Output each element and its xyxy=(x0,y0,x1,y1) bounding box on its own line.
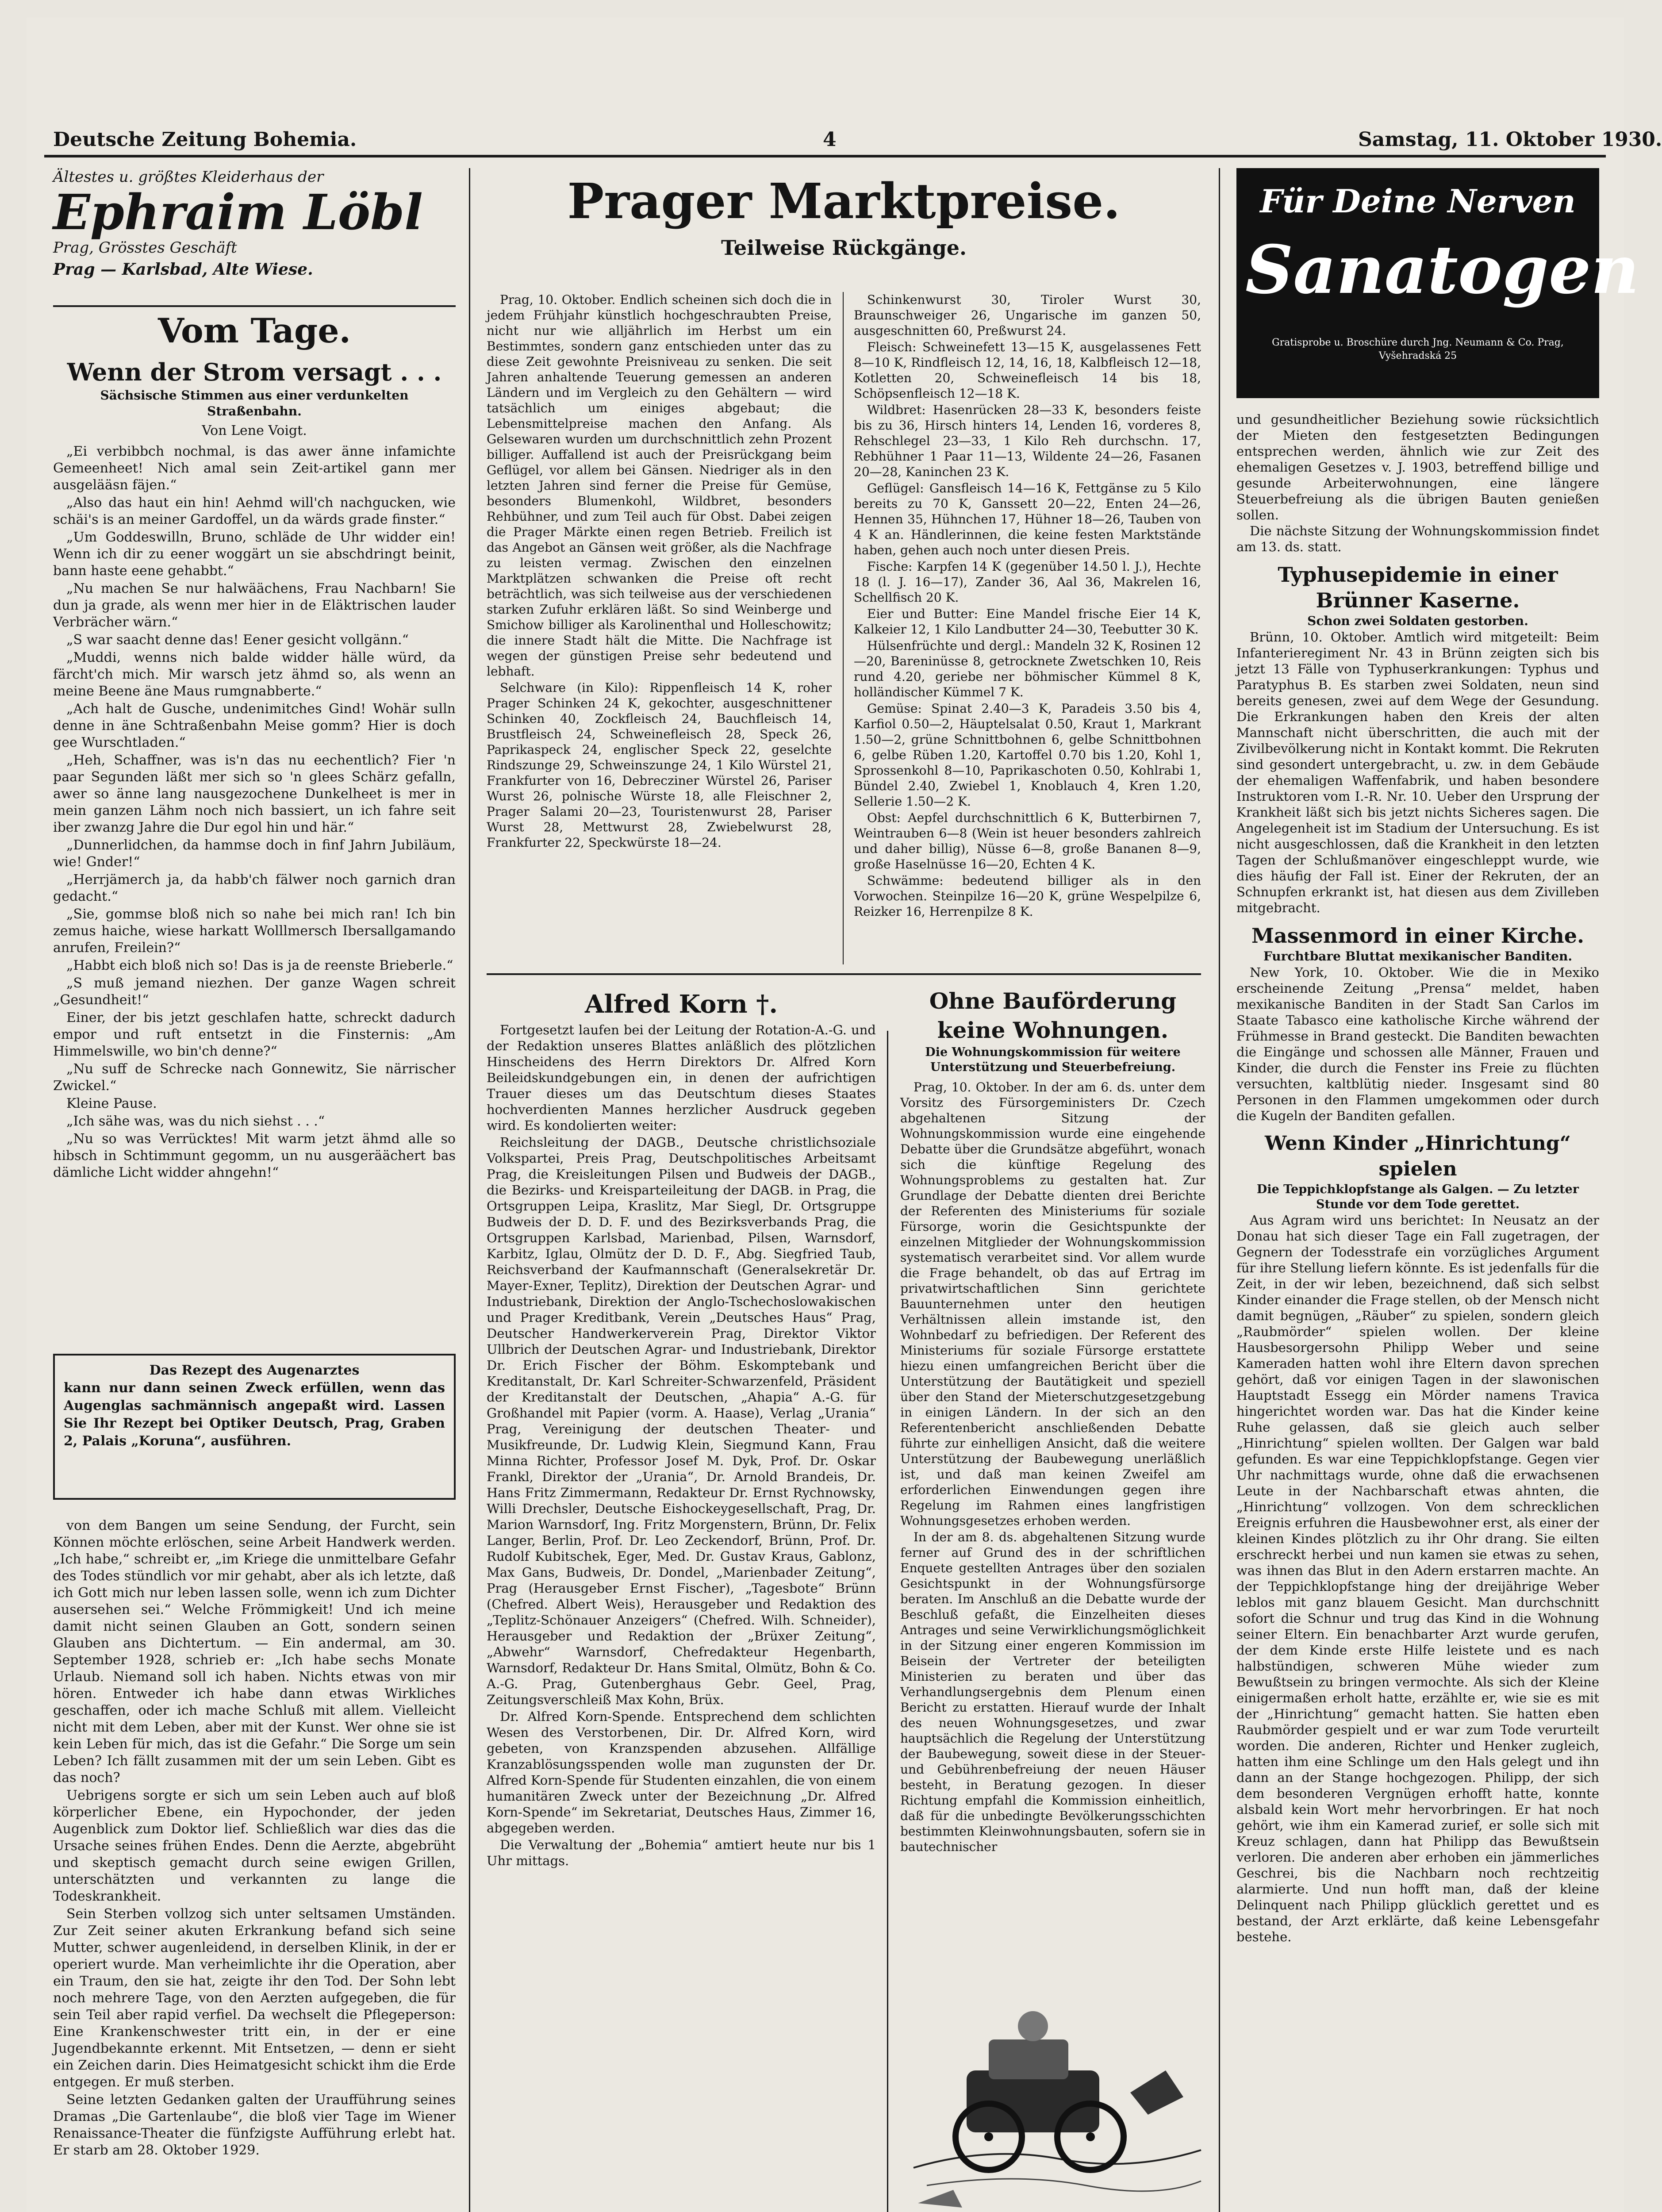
article-subtitle-strom: Sächsische Stimmen aus einer verdunkelten Straßenbahn. xyxy=(100,388,409,419)
article-bau xyxy=(900,987,1205,1916)
masthead-date: Samstag, 11. Oktober 1930. xyxy=(1358,128,1662,151)
ad-rezept-title: Das Rezept des Augenarztes xyxy=(149,1363,360,1378)
article-title-typhus: Typhusepidemie in einer Brünner Kaserne. xyxy=(1278,563,1558,612)
paragraph: Hülsenfrüchte und dergl.: Mandeln 32 K, Rosinen 12—20, Bareninüsse 8, getrocknete Zwetschken 10, Reis rund 4.20, geriebe ner böhmischer Kümmel 8 K, holländischer Kümmel 7 K. xyxy=(854,638,1201,699)
paragraph: „S muß jemand niezhen. Der ganze Wagen schreit „Gesundheit!“ xyxy=(53,975,456,1008)
article-body-korn xyxy=(487,1022,876,1869)
header-rule xyxy=(44,155,1606,157)
paragraph: Wildbret: Hasenrücken 28—33 K, besonders feiste bis zu 36, Hirsch hinters 14, Lenden 16, vorderes 8, Rehschlegel 23—33, 1 Kilo Reh durchschn. 17, Rebhühner 1 Paar 11—13, Wildente 24—26, Fasanen 20—28, Kaninchen 23 K. xyxy=(854,403,1201,479)
paragraph: Fortgesetzt laufen bei der Leitung der Rotation-A.-G. und der Redaktion unseres Blattes anläßlich des plötzlichen Hinscheidens des Herrn Direktors Dr. Alfred Korn Beileidskundgebungen ein, in denen der aufrichtigen Trauer dieses um das Deutschtum dieses Staates hochverdienten Mannes herzlicher Ausdruck gegeben wird. Es kondolierten weiter: xyxy=(487,1022,876,1133)
article-vom-tage xyxy=(53,310,456,1336)
column-rule-2 xyxy=(887,1031,888,2212)
article-korn xyxy=(487,987,876,2212)
paragraph: Seine letzten Gedanken galten der Uraufführung seines Dramas „Die Gartenlaube“, die bloß vier Tage im Wiener Renaissance-Theater die fünfzigste Aufführung erlebt hat. Er starb am 28. Oktober 1929. xyxy=(53,2092,456,2158)
paragraph: „Nu suff de Schrecke nach Gonnewitz, Sie närrischer Zwickel.“ xyxy=(53,1061,456,1094)
paragraph: Dr. Alfred Korn-Spende. Entsprechend dem schlichten Wesen des Verstorbenen, Dir. Dr. Alfred Korn, wird gebeten, von Kranzspenden abzusehen. Allfällige Kranzablösungsspenden wolle man zugunsten der Dr. Alfred Korn-Spende für Studenten einzahlen, die von einem humanitären Zweck unter der Bezeichnung „Dr. Alfred Korn-Spende“ im Sekretariat, Deutsches Haus, Zimmer 16, abgegeben werden. xyxy=(487,1709,876,1836)
paragraph: Sein Sterben vollzog sich unter seltsamen Umständen. Zur Zeit seiner akuten Erkrankung befand sich seine Mutter, schwer augenleidend, in derselben Klinik, in der er operiert wurde. Man verheimlichte ihr die Operation, aber ein Traum, den sie hat, zeigte ihr den Tod. Der Sohn lebt noch mehrere Tage, von den Aerzten aufgegeben, die für sein Teil aber rapid verfiel. Da wechselt die Pflegeperson: Eine Krankenschwester tritt ein, in der er eine Jugendbekannte erkennt. Mit Entsetzen, — denn er sieht ein Zeichen darin. Dies Heimatgesicht schickt ihm die Erde entgegen. Er muß sterben. xyxy=(53,1906,456,2090)
ad-loebl xyxy=(53,168,456,301)
article-title-bau: Ohne Bauförderung keine Wohnungen. xyxy=(929,988,1177,1043)
article-subtitle-typhus: Schon zwei Soldaten gestorben. xyxy=(1307,614,1528,628)
marktpreise-col-2 xyxy=(854,292,1201,964)
paragraph: „S war saacht denne das! Eener gesicht vollgänn.“ xyxy=(66,632,409,648)
bau-continued: und gesundheitlicher Beziehung sowie rücksichtlich der Mieten den festgesetzten Bedingungen entsprechen werden, ähnlich wie zur Zeit des ehemaligen Gesetzes v. J. 1903, betreffend billige und gesunde Arbeiterwohnungen, eine längere Steuerbefreiung als die übrigen Bauten genießen sollen. xyxy=(1236,412,1599,522)
paragraph: „Sie, gommse bloß nich so nahe bei mich ran! Ich bin zemus haiche, wiese harkatt Wolllmersch Ibersallgamando anrufen, Freilein?“ xyxy=(53,906,456,956)
paragraph: Fische: Karpfen 14 K (gegenüber 14.50 l. J.), Hechte 18 (l. J. 16—17), Zander 36, Aal 36, Makrelen 16, Schellfisch 20 K. xyxy=(854,559,1201,605)
ad-loebl-line3: Prag, Grösstes Geschäft xyxy=(53,239,237,257)
bau-next-session: Die nächste Sitzung der Wohnungskommission findet am 13. ds. statt. xyxy=(1236,523,1599,554)
article-title-korn: Alfred Korn †. xyxy=(585,990,778,1019)
paragraph: „Habbt eich bloß nich so! Das is ja de reenste Brieberle.“ xyxy=(66,958,453,973)
section-heading-vom-tage: Vom Tage. xyxy=(157,311,351,350)
paragraph: „Also das haut ein hin! Aehmd will'ch nachgucken, wie schäi's is an meiner Gardoffel, un da wärds grade finster.“ xyxy=(53,495,456,527)
ad-rezept-box xyxy=(53,1354,456,1500)
page-number: 4 xyxy=(823,128,837,151)
column-rule-3 xyxy=(1219,168,1220,2212)
paragraph: „Nu machen Se nur halwäächens, Frau Nachbarn! Sie dun ja grade, als wenn mer hier in de Eläktrischen lauder Verbrächer wärn.“ xyxy=(53,581,456,630)
paragraph: „Muddi, wenns nich balde widder hälle würd, da färcht'ch mich. Mir warsch jetz ähmd so, als wenn an meine Beene äne Maus rumgnabberte.“ xyxy=(53,650,456,699)
ad-sanatogen-footer: Gratisprobe u. Broschüre durch Jng. Neumann & Co. Prag, Vyšehradská 25 xyxy=(1272,337,1564,361)
paragraph: „Dunnerlidchen, da hammse doch in finf Jahrn Jubiläum, wie! Gnder!“ xyxy=(53,837,456,870)
paragraph: „Um Goddeswilln, Bruno, schläde de Uhr widder ein! Wenn ich dir zu eener woggärt un sie abschdringt beinit, bann haste eene gehabbt.“ xyxy=(53,530,456,579)
paragraph: Prag, 10. Oktober. In der am 6. ds. unter dem Vorsitz des Fürsorgeministers Dr. Czech abgehaltenen Sitzung der Wohnungskommission wurde eine eingehende Debatte über die Grundsätze abgeführt, wonach sich die künftige Regelung des Wohnungsproblems zu gestalten hat. Zur Grundlage der Debatte dienten drei Berichte der Referenten des Ministeriums für soziale Fürsorge, worin die Gesichtspunkte der einzelnen Mitglieder der Wohnungskommission systematisch verarbeitet sind. Vor allem wurde die Frage behandelt, ob das auf Ertrag im privatwirtschaftlichen Sinn gerichtete Bauunternehmen unter den heutigen Verhältnissen allein imstande ist, den Wohnbedarf zu befriedigen. Der Referent des Ministeriums für soziale Fürsorge erstattete hiezu einen umfangreichen Bericht über die Unterstützung der Bautätigkeit und speziell über den Stand der Mieterschutzgesetzgebung in einigen Ländern. In der sich an den Referentenbericht anschließenden Debatte führte zur einhelligen Ansicht, daß die weitere Unterstützung der Baubewegung unerläßlich ist, und daß man keinen Zweifel am erforderlichen Einwendungen gegen ihre Regelung im Rahmen eines langfristigen Wohnungsgesetzes erhoben werden. xyxy=(900,1080,1205,1528)
paragraph: Geflügel: Gansfleisch 14—16 K, Fettgänse zu 5 Kilo bereits zu 70 K, Ganssett 20—22, Enten 24—26, Hennen 35, Hühnchen 17, Hühner 18—26, Tauben von 4 K an. Händlerinnen, die keine festen Marktstände haben, gehen auch noch unter diesen Preis. xyxy=(854,481,1201,557)
paragraph: Schwämme: bedeutend billiger als in den Vorwochen. Steinpilze 16—20 K, grüne Wespelpilze 6, Reizker 16, Herrenpilze 8 K. xyxy=(854,873,1201,919)
ad-sanatogen-line1: Für Deine Nerven xyxy=(1260,182,1576,220)
paragraph: „Herrjämerch ja, da habb'ch fälwer noch garnich dran gedacht.“ xyxy=(53,872,456,904)
paragraph: Obst: Aepfel durchschnittlich 6 K, Butterbirnen 7, Weintrauben 6—8 (Wein ist heuer besonders zahlreich und daher billig), Nüsse 6—8, große Bananen 8—9, große Haselnüsse 16—20, Echten 4 K. xyxy=(854,810,1201,872)
masthead-left: Deutsche Zeitung Bohemia. xyxy=(53,128,357,151)
article-subtitle-marktpreise: Teilweise Rückgänge. xyxy=(721,236,967,260)
paragraph: In der am 8. ds. abgehaltenen Sitzung wurde ferner auf Grund des in der schriftlichen Enquete gestellten Antrages über den sozialen Gesichtspunkt in der Wohnungsfürsorge beraten. Im Anschluß an die Debatte wurde der Beschluß gefaßt, die Einzelheiten dieses Antrages und seine Verwirklichungsmöglichkeit in der Sitzung einer engeren Kommission im Beisein der Vertreter der beteiligten Ministerien zu beraten und über das Verhandlungsergebnis dem Plenum einen Bericht zu erstatten. Hierauf wurde der Inhalt des neuen Wohnungsgesetzes, und zwar hauptsächlich die Regelung der Unterstützung der Baubewegung, soweit diese in der Steuer- und Gebührenbefreiung der neuen Häuser besteht, in Beratung gezogen. In dieser Richtung empfahl die Kommission einheitlich, daß für die unbedingte Bevölkerungsschichten bestimmten Kleinwohnungsbauten, sofern sie in bautechnischer xyxy=(900,1530,1205,1854)
article-subtitle-massenmord: Furchtbare Bluttat mexikanischer Banditen. xyxy=(1263,949,1573,964)
paragraph: „Ach halt de Gusche, undenimitches Gind! Wohär sulln denne in äne Schtraßenbahn Meise gomm? Hier is doch gee Wurschtladen.“ xyxy=(53,701,456,750)
ad-sanatogen-brand: Sanatogen xyxy=(1245,231,1639,309)
ad-loebl-line1: Ältestes u. größtes Kleiderhaus der xyxy=(53,168,324,186)
marktpreise-col-rule xyxy=(843,292,844,964)
paragraph: Eier und Butter: Eine Mandel frische Eier 14 K, Kalkeier 12, 1 Kilo Landbutter 24—30, Teebutter 30 K. xyxy=(854,607,1201,637)
article-body-typhus: Brünn, 10. Oktober. Amtlich wird mitgeteilt: Beim Infanterieregiment Nr. 43 in Brünn zeigten sich bis jetzt 13 Fälle von Typhuserkrankungen: Typhus und Paratyphus B. Es starben zwei Soldaten, neun sind bereits genesen, zwei auf dem Wege der Gesundung. Die Erkrankungen haben den Kreis der alten Mannschaft nicht überschritten, die auch mit der Zivilbevölkerung nicht in Kontakt kommt. Die Rekruten sind gesondert untergebracht, u. zw. in dem Gebäude der ehemaligen Waffenfabrik, und haben besondere Instruktoren vom I.-R. Nr. 10. Ueber den Ursprung der Krankheit läßt sich bis jetzt nichts Sicheres sagen. Die Angelegenheit ist im Stadium der Untersuchung. Es ist nicht ausgeschlossen, daß die Krankheit in den letzten Tagen der Schlußmanöver eingeschleppt wurde, wie dies häufig der Fall ist. Einer der Rekruten, der an Schnupfen erkrankt ist, hat diesen aus dem Zivilleben mitgebracht. xyxy=(1236,630,1599,915)
cartoon-image xyxy=(900,1938,1205,2212)
column-rule-1 xyxy=(469,168,470,2212)
article-title-strom: Wenn der Strom versagt . . . xyxy=(67,358,442,386)
ad-loebl-rule xyxy=(53,305,456,307)
article-title-marktpreise: Prager Marktpreise. xyxy=(567,173,1121,230)
paragraph: Selchware (in Kilo): Rippenfleisch 14 K, roher Prager Schinken 24 K, gekochter, ausgeschnittener Schinken 40, Zockfleisch 24, Bauchfleisch 14, Brustfleisch 24, Schweinefleisch 28, Speck 26, Paprikaspeck 24, englischer Speck 22, geselchte Rindszunge 29, Schweinszunge 24, 1 Kilo Würstel 21, Frankfurter von 16, Debrecziner Würstel 26, Pariser Wurst 26, polnische Würste 18, alle Fleischner 2, Prager Salami 20—23, Touristenwurst 28, Pariser Wurst 28, Mettwurst 28, Zwiebelwurst 28, Frankfurter 22, Speckwürste 18—24. xyxy=(487,680,832,850)
ad-rezept-text: kann nur dann seinen Zweck erfüllen, wenn das Augenglas sachmännisch angepaßt wird. Lassen Sie Ihr Rezept bei Optiker Deutsch, Prag, Graben 2, Palais „Koruna“, ausführen. xyxy=(64,1380,445,1449)
paragraph: „Ich sähe was, was du nich siehst . . .“ xyxy=(66,1114,325,1129)
ad-sanatogen xyxy=(1236,168,1639,398)
paragraph: Reichsleitung der DAGB., Deutsche christlichsoziale Volkspartei, Preis Prag, Deutschpolitisches Arbeitsamt Prag, die Kreisleitungen Pilsen und Budweis der DAGB., die Bezirks- und Kreisparteileitung der DAGB. in Prag, die Ortsgruppen Leipa, Kraslitz, Mar Siegl, Dr. Ortsgruppe Budweis der D. D. F. und des Bezirksverbands Prag, die Ortsgruppen Karlsbad, Marienbad, Pilsen, Warnsdorf, Karbitz, Iglau, Olmütz der D. D. F., Abg. Siegfried Taub, Reichsverband der Kaufmannschaft (Generalsekretär Dr. Mayer-Exner, Teplitz), Direktion der Deutschen Agrar- und Industriebank, Direktion der Anglo-Tschechoslowakischen und Prager Kreditbank, Verein „Deutsches Haus“ Prag, Deutscher Handwerkerverein Prag, Direktor Viktor Ullbrich der Deutschen Agrar- und Industriebank, Direktor Dr. Erich Fischer der Böhm. Eskomptebank und Kreditanstalt, Dr. Karl Schreiter-Schwarzenfeld, Präsident der Kreditanstalt der Deutschen, „Ahapia“ A.-G. für Großhandel mit Papier (vorm. A. Haase), Verlag „Urania“ Prag, Vereinigung der deutschen Theater- und Musikfreunde, Dr. Ludwig Klein, Siegmund Kann, Frau Minna Richter, Professor Josef M. Dyk, Prof. Dr. Oskar Frankl, Direktor der „Urania“, Dr. Arnold Brandeis, Dr. Hans Fritz Zimmermann, Redakteur Dr. Ernst Rychnowsky, Willi Drechsler, Deutsche Eishockeygesellschaft, Prag, Dr. Marion Warnsdorf, Ing. Fritz Morgenstern, Brünn, Dr. Felix Langer, Berlin, Prof. Dr. Leo Zeckendorf, Brünn, Prof. Dr. Rudolf Kubitschek, Eger, Med. Dr. Gustav Kraus, Gablonz, Max Gans, Budweis, Dr. Dondel, „Marienbader Zeitung“, Prag (Herausgeber Ernst Fischer), „Tagesbote“ Brünn (Chefred. Albert Weis), Herausgeber und Redaktion des „Teplitz-Schönauer Anzeigers“ (Chefred. Wilh. Schneider), Herausgeber und Redaktion der „Brüxer Zeitung“, „Abwehr“ Warnsdorf, Chefredakteur Hegenbarth, Warnsdorf, Redakteur Dr. Hans Smital, Olmütz, Bohn & Co. A.-G. Prag, Gutenberghaus Gebr. Geel, Prag, Zeitungsverschleiß Max Kohn, Brüx. xyxy=(487,1135,876,1707)
article-title-massenmord: Massenmord in einer Kirche. xyxy=(1251,924,1585,948)
ad-loebl-name: Ephraim Löbl xyxy=(53,184,423,241)
article-korn-continued xyxy=(53,1517,456,2212)
paragraph: „Ei verbibbch nochmal, is das awer änne infamichte Gemeenheet! Nich amal sein Zeit-artikel gann mer ausgelääsn fäjen.“ xyxy=(53,444,456,493)
paragraph: „Heh, Schaffner, was is'n das nu eechentlich? Fier 'n paar Segunden läßt mer sich so 'n glees Schärz gefalln, awer so änne lang nausgezochene Dunkelheet is mer in mein ganzen Lähm noch nich bassiert, un ich fahre seit iber zwanzg Jahre die Dur egol hin und här.“ xyxy=(53,753,456,835)
paragraph: Uebrigens sorgte er sich um sein Leben auch auf bloß körperlicher Ebene, ein Hypochonder, der jeden Augenblick zum Doktor lief. Schließlich war dies das die Ursache seines frühen Endes. Denn die Aerzte, abgebrüht und skeptisch gemacht durch seine ewigen Grillen, unterschätzten und verkannten zu lange die Todeskrankheit. xyxy=(53,1788,456,1904)
paragraph: Fleisch: Schweinefett 13—15 K, ausgelassenes Fett 8—10 K, Rindfleisch 12, 14, 16, 18, Kalbfleisch 12—18, Kotletten 20, Schweinefleisch 14 bis 18, Schöpsenfleisch 12—18 K. xyxy=(854,340,1201,401)
section-rule-marktpreise xyxy=(487,973,1201,975)
article-title-kinder: Wenn Kinder „Hinrichtung“ spielen xyxy=(1265,1132,1571,1180)
cartoon-im-dusel xyxy=(900,1938,1205,2212)
article-body-bau xyxy=(900,1079,1205,1855)
paragraph: von dem Bangen um seine Sendung, der Furcht, sein Können möchte erlöschen, seine Arbeit Handwerk werden. „Ich habe,“ schreibt er, „im Kriege die unmittelbare Gefahr des Todes stündlich vor mir gehabt, aber als ich letzte, daß ich Gott mich nur leben lassen solle, wenn ich zum Dichter ausersehen sei.“ Welche Frömmigkeit! Und ich meine damit nicht seinen Glauben an Gott, sondern seinen Glauben ans Dichtertum. — Ein andermal, am 30. September 1928, schrieb er: „Ich habe sechs Monate Urlaub. Niemand soll ich haben. Nichts etwas von mir hören. Entweder ich habe dann etwas Wirkliches geschaffen, oder ich mache Schluß mit allem. Vielleicht nicht mit dem Leben, aber mit der Kunst. Wer ohne sie ist kein Leben für mich, das ist die Gefahr.“ Die Sorge um sein Leben? Ich fällt zusammen mit der um sein Leben. Gibt es das noch? xyxy=(53,1518,456,1786)
article-author: Von Lene Voigt. xyxy=(202,423,307,438)
article-body-kinder: Aus Agram wird uns berichtet: In Neusatz an der Donau hat sich dieser Tage ein Fall zugetragen, der Gegnern der Todesstrafe ein vorzügliches Argument für ihre Stellung liefern könnte. Es ist jedenfalls für die Zeit, in der wir leben, bezeichnend, daß sich selbst Kinder einander die Frage stellen, ob der Mensch nicht damit begnügen, „Räuber“ zu spielen, sondern gleich „Raubmörder“ spielen wollen. Der kleine Hausbesorgersohn Philipp Weber und seine Kameraden hatten wohl ihre Eltern davon sprechen gehört, daß vor einigen Tagen in der slawonischen Hauptstadt Essegg ein Mörder namens Travica hingerichtet worden war. Das hat die Kinder keine Ruhe gelassen, daß sie gleich auch selber „Hinrichtung“ spielen wollten. Der Galgen war bald gefunden. Es war eine Teppichklopfstange. Gegen vier Uhr nachmittags wurde, ohne daß die erwachsenen Leute in der Nachbarschaft etwas ahnten, die „Hinrichtung“ vollzogen. Von dem schrecklichen Ereignis erfuhren die Hausbewohner erst, als einer der kleinen Kindes plötzlich zu ihr Ohr drang. Sie eilten erschreckt herbei und nun kamen sie etwas zu sehen, was ihnen das Blut in den Adern erstarren machte. An der Teppichklopfstange hing der dreijährige Weber leblos mit ganz blauem Gesicht. Man durchschnitt sofort die Schnur und trug das Kind in die Wohnung seiner Eltern. Ein benachbarter Arzt wurde gerufen, der dem Kinde erste Hilfe leistete und es nach halbstündigen, schweren Mühe wieder zum Bewußtsein zu bringen vermochte. Als sich der Kleine einigermaßen erholt hatte, erzählte er, wie sie es mit der „Hinrichtung“ gemacht hatten. Sie hatten eben Raubmörder gespielt und er war zum Tode verurteilt worden. Die anderen, Richter und Henker zugleich, hatten ihm eine Schlinge um den Hals gelegt und ihn dann an der Stange hochgezogen. Philipp, der sich dem besonderen Vergnügen erhofft hatte, konnte alsbald kein Wort mehr hervorbringen. Er hat noch gehört, wie ihm ein Kamerad zurief, er solle sich mit Kreuz schlagen, dann hat Philipp das Bewußtsein verloren. Die anderen aber erhoben ein jämmerliches Geschrei, bis die Nachbarn noch rechtzeitig alarmierte. Und nun hofft man, daß der kleine Delinquent nach Philipp glücklich gerettet und es bestand, der Arzt erklärte, daß keine Lebensgefahr bestehe. xyxy=(1236,1213,1599,1944)
paragraph: Prag, 10. Oktober. Endlich scheinen sich doch die in jedem Frühjahr künstlich hochgeschraubten Preise, nicht nur wie alljährlich im Herbst um ein Bestimmtes, sondern ganz entschieden unter das zu diese Zeit gewohnte Preisniveau zu senken. Die seit Jahren anhaltende Teuerung gemessen an anderen Ländern und im Vergleich zu den Gehältern — wird tatsächlich um einiges abgebaut; die Lebensmittelpreise machen den Anfang. Als Gelsewaren wurden um durchschnittlich zehn Prozent billiger. Auffallend ist auch der Preisrückgang beim Geflügel, vor allem bei Gänsen. Niedriger als in den letzten Jahren sind ferner die Preise für Gemüse, besonders Blumenkohl, Wildbret, besonders Rehbühner, und zum Teil auch für Obst. Dabei zeigen die Prager Märkte einen regen Betrieb. Freilich ist das Angebot an Gänsen weit größer, als die Nachfrage zu leisten vermag. Zwischen den einzelnen Marktplätzen schwanken die Preise oft recht beträchtlich, was sich teilweise aus der verschiedenen starken Zufuhr erklären läßt. So sind Weinberge und Smichow billiger als Karolinenthal und Holleschowitz; die innere Stadt hält die Mitte. Die Nachfrage ist wegen der günstigen Preise sehr bedeutend und lebhaft. xyxy=(487,292,832,679)
paragraph: Schinkenwurst 30, Tiroler Wurst 30, Braunschweiger 26, Ungarische im ganzen 50, ausgeschnitten 60, Preßwurst 24. xyxy=(854,292,1201,338)
article-subtitle-kinder: Die Teppichklopfstange als Galgen. — Zu letzter Stunde vor dem Tode gerettet. xyxy=(1256,1183,1579,1211)
marktpreise-col-1 xyxy=(487,292,832,964)
paragraph: Gemüse: Spinat 2.40—3 K, Paradeis 3.50 bis 4, Karfiol 0.50—2, Häuptelsalat 0.50, Kraut 1, Markrant 1.50—2, grüne Schnittbohnen 6, gelbe Schnittbohnen 6, gelbe Rüben 1.20, Kartoffel 0.70 bis 1.20, Kohl 1, Sprossenkohl 8—10, Paprikaschoten 0.50, Kohlrabi 1, Bündel 2.40, Zwiebel 1, Knoblauch 4, Kren 1.20, Sellerie 1.50—2 K. xyxy=(854,701,1201,809)
ad-loebl-city: Prag — Karlsbad, Alte Wiese. xyxy=(53,260,313,279)
paragraph: „Nu so was Verrücktes! Mit warm jetzt ähmd alle so hibsch in Schtimmunt gegomm, un nu ausgeräächert bas dämliche Licht widder ahngehn!“ xyxy=(53,1131,456,1180)
right-column xyxy=(1236,411,1599,2212)
article-body-strom xyxy=(53,443,456,1181)
article-body-massenmord: New York, 10. Oktober. Wie die in Mexiko erscheinende Zeitung „Prensa“ meldet, haben mexikanische Banditen in der Stadt San Carlos im Staate Tabasco eine katholische Kirche während der Frühmesse in Brand gesteckt. Die Banditen bewachten die Eingänge und schossen alle Männer, Frauen und Kinder, die durch die Fenster ins Freie zu flüchten versuchten, kaltblütig nieder. Insgesamt sind 80 Personen in den Flammen umgekommen oder durch die Kugeln der Banditen gefallen. xyxy=(1236,965,1599,1123)
paragraph: Einer, der bis jetzt geschlafen hatte, schreckt dadurch empor und ruft entsetzt in die Finsternis: „Am Himmelswille, wo bin'ch denne?“ xyxy=(53,1010,456,1059)
article-subtitle-bau: Die Wohnungskommission für weitere Unterstützung und Steuerbefreiung. xyxy=(925,1045,1181,1074)
newspaper-page xyxy=(27,18,1662,2212)
paragraph: Die Verwaltung der „Bohemia“ amtiert heute nur bis 1 Uhr mittags. xyxy=(487,1837,876,1868)
article-marktpreise-head xyxy=(487,168,1201,292)
paragraph: Kleine Pause. xyxy=(66,1096,157,1111)
